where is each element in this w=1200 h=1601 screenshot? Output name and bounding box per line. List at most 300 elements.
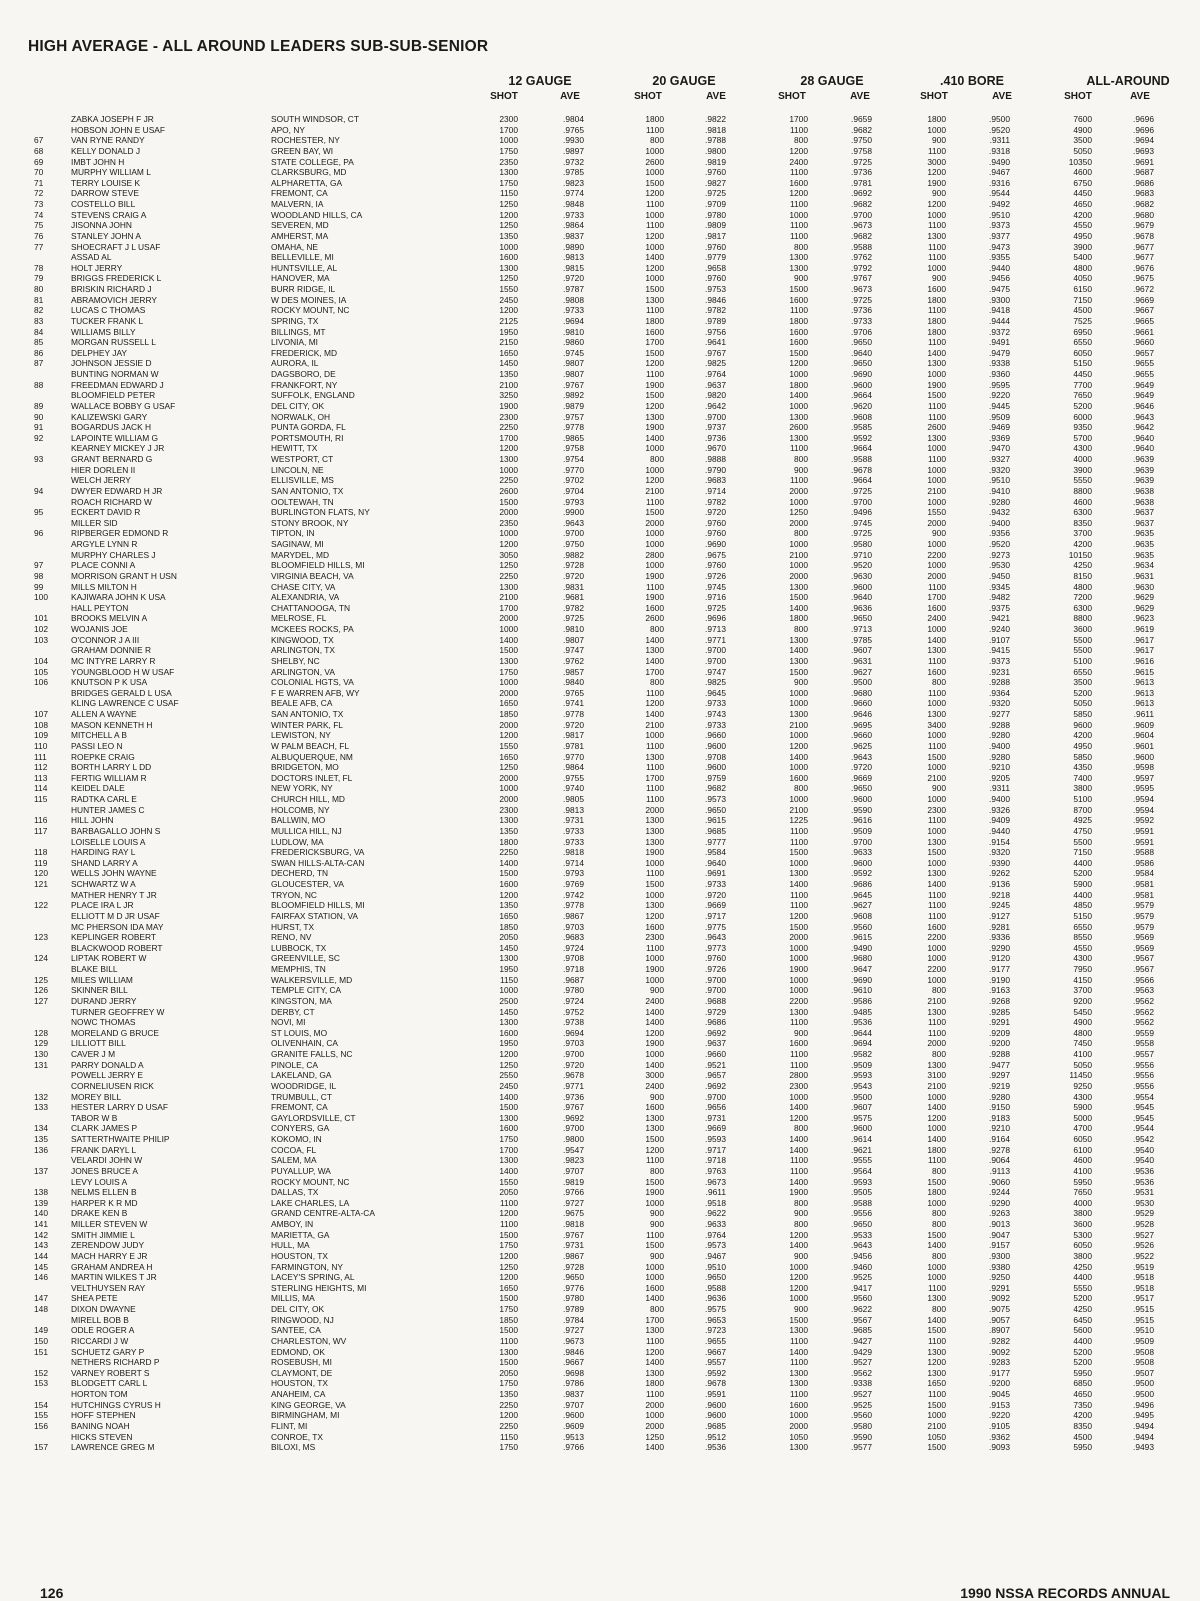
shot-12: 1650 — [499, 1282, 518, 1293]
rank: 155 — [34, 1410, 48, 1421]
shot-12: 1750 — [499, 1378, 518, 1389]
shot-12: 2000 — [499, 613, 518, 624]
shot-all: 8800 — [1073, 485, 1092, 496]
shot-20: 1200 — [645, 475, 664, 486]
shot-20: 1000 — [645, 1410, 664, 1421]
shot-410: 2300 — [927, 804, 946, 815]
table-row — [0, 220, 1200, 231]
shot-410: 1800 — [927, 294, 946, 305]
hometown: CHURCH HILL, MD — [271, 794, 345, 804]
table-row — [0, 794, 1200, 805]
shooter-name: MC INTYRE LARRY R — [71, 655, 156, 666]
hometown: BILLINGS, MT — [271, 326, 326, 337]
ave-410: .9492 — [989, 199, 1010, 209]
ave-410: .9240 — [989, 624, 1010, 634]
ave-20: .9743 — [705, 709, 726, 719]
ave-all: .9569 — [1133, 932, 1154, 943]
shot-28: 1000 — [789, 369, 808, 379]
ave-20: .9733 — [705, 698, 726, 709]
hometown: FRANKFORT, NY — [271, 379, 338, 390]
shot-all: 5950 — [1073, 1442, 1092, 1453]
hometown: MELROSE, FL — [271, 613, 327, 624]
table-row — [0, 1262, 1200, 1273]
shot-20: 1700 — [645, 337, 664, 348]
shot-410: 1200 — [927, 167, 946, 178]
shot-12: 1600 — [499, 1027, 518, 1038]
hometown: GREEN BAY, WI — [271, 145, 334, 156]
shot-all: 9600 — [1073, 719, 1092, 730]
ave-all: .9676 — [1133, 262, 1154, 273]
ave-20: .9584 — [705, 847, 726, 858]
table-row — [0, 454, 1200, 465]
ave-28: .9562 — [851, 1367, 872, 1378]
shot-28: 2300 — [789, 1080, 808, 1091]
shooter-name: HICKS STEVEN — [71, 1431, 133, 1442]
shot-410: 800 — [932, 1208, 946, 1219]
shot-28: 800 — [794, 135, 808, 146]
table-row — [0, 773, 1200, 784]
ave-12: .9813 — [563, 252, 584, 263]
shot-12: 1500 — [499, 1325, 518, 1336]
ave-410: .9277 — [989, 709, 1010, 719]
ave-20: .9643 — [705, 932, 726, 943]
table-row — [0, 783, 1200, 794]
shot-28: 1100 — [789, 1389, 808, 1399]
rank: 134 — [34, 1123, 48, 1134]
shot-20: 900 — [650, 1091, 664, 1102]
hometown: LAKE CHARLES, LA — [271, 1197, 350, 1208]
table-row — [0, 762, 1200, 773]
shot-28: 1000 — [789, 1261, 808, 1272]
ave-all: .9509 — [1133, 1335, 1154, 1346]
shot-28: 1500 — [789, 847, 808, 858]
shot-28: 1000 — [789, 560, 808, 571]
rank: 112 — [34, 762, 48, 773]
ave-12: .9780 — [563, 985, 584, 996]
ave-410: .9479 — [989, 347, 1010, 358]
page-number: 126 — [40, 1585, 64, 1601]
ave-410: .9364 — [989, 687, 1010, 698]
header-shot-410: SHOT — [920, 91, 948, 102]
shot-all: 4100 — [1073, 1165, 1092, 1176]
hometown: HEWITT, TX — [271, 443, 318, 454]
ave-410: .9595 — [989, 379, 1010, 390]
shooter-name: MITCHELL A B — [71, 730, 128, 741]
shooter-name: WOJANIS JOE — [71, 624, 128, 634]
ave-28: .9640 — [851, 592, 872, 603]
shot-12: 2000 — [499, 772, 518, 783]
header-410-bore: .410 BORE — [940, 74, 1004, 88]
shot-410: 1000 — [927, 953, 946, 964]
page-title: HIGH AVERAGE - ALL AROUND LEADERS SUB-SUB-SENIOR — [28, 38, 489, 55]
ave-28: .9525 — [851, 1399, 872, 1410]
rank: 132 — [34, 1091, 48, 1102]
ave-12: .9707 — [563, 1165, 584, 1176]
ave-20: .9790 — [705, 464, 726, 475]
shot-28: 1600 — [789, 337, 808, 348]
table-row — [0, 1049, 1200, 1060]
rank: 110 — [34, 740, 48, 751]
ave-all: .9640 — [1133, 443, 1154, 454]
ave-28: .9588 — [851, 1197, 872, 1208]
shot-12: 2450 — [499, 294, 518, 305]
ave-410: .9300 — [989, 1250, 1010, 1261]
hometown: CONYERS, GA — [271, 1123, 330, 1134]
shot-20: 1100 — [645, 496, 664, 507]
rank: 144 — [34, 1250, 48, 1261]
table-row — [0, 698, 1200, 709]
shot-all: 4400 — [1073, 889, 1092, 900]
table-row — [0, 667, 1200, 678]
ave-28: .9460 — [851, 1261, 872, 1272]
header-ave-28: AVE — [850, 91, 870, 102]
rank: 140 — [34, 1208, 48, 1219]
shot-12: 1400 — [499, 1165, 518, 1176]
hometown: FREMONT, CA — [271, 1102, 328, 1113]
table-row — [0, 178, 1200, 189]
rank: 106 — [34, 677, 48, 688]
table-row — [0, 242, 1200, 253]
rank: 115 — [34, 794, 48, 804]
ave-28: .9700 — [851, 209, 872, 220]
shot-all: 3900 — [1073, 241, 1092, 252]
shot-410: 1000 — [927, 857, 946, 868]
ave-410: .9326 — [989, 804, 1010, 815]
shot-28: 1400 — [789, 879, 808, 889]
table-row — [0, 369, 1200, 380]
shot-12: 1000 — [499, 985, 518, 996]
shooter-name: ALLEN A WAYNE — [71, 709, 137, 719]
ave-20: .9642 — [705, 400, 726, 411]
ave-all: .9637 — [1133, 507, 1154, 518]
shot-20: 1200 — [645, 188, 664, 199]
ave-410: .9154 — [989, 836, 1010, 847]
shot-410: 1800 — [927, 326, 946, 337]
shot-12: 1500 — [499, 1357, 518, 1368]
shot-28: 1000 — [789, 687, 808, 698]
rank: 133 — [34, 1102, 48, 1113]
shot-20: 1900 — [645, 1038, 664, 1049]
rank: 93 — [34, 454, 44, 464]
shot-410: 3000 — [927, 156, 946, 167]
hometown: ST LOUIS, MO — [271, 1027, 328, 1038]
shot-28: 1600 — [789, 177, 808, 188]
shooter-name: LILLIOTT BILL — [71, 1038, 126, 1049]
rank: 101 — [34, 613, 48, 624]
shot-28: 1200 — [789, 1229, 808, 1240]
ave-410: .9218 — [989, 889, 1010, 900]
ave-28: .9509 — [851, 825, 872, 836]
ave-12: .9667 — [563, 1357, 584, 1368]
shot-28: 2100 — [789, 549, 808, 560]
table-row — [0, 900, 1200, 911]
shot-20: 1300 — [645, 1367, 664, 1378]
shot-28: 1000 — [789, 698, 808, 709]
shooter-name: VELTHUYSEN RAY — [71, 1282, 146, 1293]
shooter-name: PLACE CONNI A — [71, 560, 136, 571]
hometown: STONY BROOK, NY — [271, 517, 349, 528]
ave-12: .9831 — [563, 581, 584, 592]
shot-20: 800 — [650, 135, 664, 146]
shot-all: 5500 — [1073, 645, 1092, 656]
rank: 128 — [34, 1027, 48, 1038]
shot-28: 1600 — [789, 1399, 808, 1410]
ave-all: .9629 — [1133, 592, 1154, 603]
table-row — [0, 922, 1200, 933]
table-row — [0, 1347, 1200, 1358]
hometown: MEMPHIS, TN — [271, 964, 326, 974]
shot-28: 1300 — [789, 868, 808, 879]
rank: 121 — [34, 879, 48, 889]
rank: 90 — [34, 411, 44, 422]
shot-410: 1400 — [927, 1240, 946, 1251]
ave-410: .9311 — [989, 783, 1010, 794]
shot-410: 1100 — [927, 1027, 946, 1038]
shot-12: 1750 — [499, 145, 518, 156]
ave-20: .9688 — [705, 995, 726, 1006]
shot-20: 1400 — [645, 1293, 664, 1304]
ave-28: .9608 — [851, 910, 872, 921]
hometown: FREDERICKSBURG, VA — [271, 847, 365, 858]
shot-all: 6050 — [1073, 1240, 1092, 1251]
ave-28: .9644 — [851, 1027, 872, 1038]
shooter-name: RIPBERGER EDMOND R — [71, 528, 169, 539]
header-ave-20: AVE — [706, 91, 726, 102]
ave-all: .9508 — [1133, 1357, 1154, 1368]
ave-410: .9060 — [989, 1176, 1010, 1187]
shot-20: 1100 — [645, 369, 664, 379]
table-row — [0, 1357, 1200, 1368]
shooter-name: HUTCHINGS CYRUS H — [71, 1399, 161, 1410]
ave-20: .9690 — [705, 539, 726, 549]
ave-28: .9505 — [851, 1187, 872, 1198]
shooter-name: ABRAMOVICH JERRY — [71, 294, 157, 305]
hometown: BLOOMFIELD HILLS, MI — [271, 900, 365, 911]
shot-20: 1200 — [645, 1346, 664, 1357]
shot-all: 8150 — [1073, 570, 1092, 581]
shot-28: 1400 — [789, 1176, 808, 1187]
table-row — [0, 932, 1200, 943]
shooter-name: MILES WILLIAM — [71, 974, 133, 985]
ave-28: .9647 — [851, 964, 872, 974]
ave-20: .9736 — [705, 432, 726, 443]
shot-28: 800 — [794, 1219, 808, 1229]
ave-20: .9592 — [705, 1367, 726, 1378]
shot-28: 1000 — [789, 974, 808, 985]
ave-all: .9562 — [1133, 1006, 1154, 1017]
ave-28: .9650 — [851, 358, 872, 369]
shot-28: 800 — [794, 454, 808, 464]
ave-all: .9510 — [1133, 1325, 1154, 1336]
shot-all: 5950 — [1073, 1367, 1092, 1378]
ave-410: .9291 — [989, 1017, 1010, 1028]
hometown: SUFFOLK, ENGLAND — [271, 390, 355, 401]
shot-410: 800 — [932, 1304, 946, 1314]
ave-28: .9686 — [851, 879, 872, 889]
shooter-name: ODLE ROGER A — [71, 1325, 135, 1336]
shot-12: 1950 — [499, 1038, 518, 1049]
table-row — [0, 592, 1200, 603]
hometown: FLINT, MI — [271, 1420, 308, 1431]
ave-12: .9770 — [563, 751, 584, 762]
shot-12: 1700 — [499, 1144, 518, 1155]
ave-20: .9641 — [705, 337, 726, 348]
ave-12: .9892 — [563, 390, 584, 401]
table-row — [0, 741, 1200, 752]
ave-12: .9733 — [563, 836, 584, 847]
ave-12: .9742 — [563, 889, 584, 900]
shot-all: 4300 — [1073, 443, 1092, 454]
hometown: PORTSMOUTH, RI — [271, 432, 344, 443]
ave-20: .9753 — [705, 284, 726, 294]
hometown: APO, NY — [271, 124, 305, 135]
ave-410: .9150 — [989, 1102, 1010, 1113]
ave-28: .9750 — [851, 135, 872, 146]
shot-12: 1250 — [499, 560, 518, 571]
table-row — [0, 1092, 1200, 1103]
ave-20: .9825 — [705, 677, 726, 688]
ave-all: .9579 — [1133, 900, 1154, 911]
ave-all: .9567 — [1133, 964, 1154, 974]
rank: 68 — [34, 145, 44, 156]
shooter-name: JISONNA JOHN — [71, 220, 132, 231]
shot-all: 8350 — [1073, 1420, 1092, 1431]
publication-name: 1990 NSSA RECORDS ANNUAL — [960, 1585, 1170, 1601]
hometown: SEVEREN, MD — [271, 220, 329, 231]
shot-12: 3050 — [499, 549, 518, 560]
ave-all: .9615 — [1133, 666, 1154, 677]
ave-20: .9600 — [705, 1399, 726, 1410]
shot-410: 1300 — [927, 836, 946, 847]
shot-28: 900 — [794, 1027, 808, 1038]
shot-28: 1100 — [789, 443, 808, 454]
shot-28: 1000 — [789, 730, 808, 741]
ave-12: .9700 — [563, 1123, 584, 1134]
hometown: COLONIAL HGTS, VA — [271, 677, 354, 688]
shooter-name: HUNTER JAMES C — [71, 804, 145, 815]
shooter-name: FERTIG WILLIAM R — [71, 772, 147, 783]
ave-28: .9608 — [851, 411, 872, 422]
shot-12: 1250 — [499, 273, 518, 284]
shot-12: 1200 — [499, 209, 518, 220]
ave-410: .9280 — [989, 496, 1010, 507]
table-row — [0, 401, 1200, 412]
ave-28: .9586 — [851, 995, 872, 1006]
ave-all: .9566 — [1133, 974, 1154, 985]
ave-28: .9600 — [851, 379, 872, 390]
shot-all: 3600 — [1073, 1219, 1092, 1229]
ave-all: .9667 — [1133, 305, 1154, 316]
ave-all: .9642 — [1133, 422, 1154, 433]
ave-12: .9694 — [563, 315, 584, 326]
ave-all: .9694 — [1133, 135, 1154, 146]
shot-20: 1100 — [645, 1389, 664, 1399]
hometown: ALPHARETTA, GA — [271, 177, 343, 188]
ave-410: .9440 — [989, 262, 1010, 273]
shot-28: 1300 — [789, 252, 808, 263]
shot-all: 5050 — [1073, 1059, 1092, 1070]
shot-28: 1500 — [789, 921, 808, 932]
ave-410: .9250 — [989, 1272, 1010, 1283]
ave-28: .9627 — [851, 666, 872, 677]
rank: 150 — [34, 1335, 48, 1346]
shot-12: 1300 — [499, 454, 518, 464]
hometown: NORWALK, OH — [271, 411, 331, 422]
ave-12: .9857 — [563, 666, 584, 677]
table-row — [0, 316, 1200, 327]
rank: 76 — [34, 230, 44, 241]
ave-20: .9573 — [705, 794, 726, 804]
ave-410: .9177 — [989, 1367, 1010, 1378]
ave-12: .9750 — [563, 539, 584, 549]
ave-12: .9805 — [563, 794, 584, 804]
shot-20: 1200 — [645, 698, 664, 709]
table-row — [0, 1368, 1200, 1379]
ave-12: .9643 — [563, 517, 584, 528]
shot-20: 1100 — [645, 783, 664, 794]
shooter-name: BRIGGS FREDERICK L — [71, 273, 162, 284]
ave-20: .9685 — [705, 1420, 726, 1431]
shot-all: 3800 — [1073, 1208, 1092, 1219]
shot-all: 6300 — [1073, 507, 1092, 518]
shot-28: 1400 — [789, 602, 808, 613]
table-row — [0, 985, 1200, 996]
shooter-name: KALIZEWSKI GARY — [71, 411, 148, 422]
ave-all: .9545 — [1133, 1112, 1154, 1123]
ave-20: .9588 — [705, 1282, 726, 1293]
ave-410: .9164 — [989, 1134, 1010, 1144]
shot-all: 4800 — [1073, 262, 1092, 273]
shot-12: 2250 — [499, 847, 518, 858]
ave-20: .9822 — [705, 114, 726, 124]
shot-28: 1800 — [789, 613, 808, 624]
table-row — [0, 1336, 1200, 1347]
shot-28: 2100 — [789, 719, 808, 730]
table-row — [0, 868, 1200, 879]
shot-12: 1300 — [499, 953, 518, 964]
shot-20: 1500 — [645, 507, 664, 518]
shot-20: 1100 — [645, 740, 664, 751]
shot-410: 1800 — [927, 1187, 946, 1198]
shot-all: 4700 — [1073, 1123, 1092, 1134]
ave-20: .9800 — [705, 145, 726, 156]
table-row — [0, 1325, 1200, 1336]
ave-12: .9765 — [563, 124, 584, 135]
shot-12: 2250 — [499, 1420, 518, 1431]
ave-20: .9718 — [705, 1155, 726, 1166]
rank: 120 — [34, 868, 48, 879]
ave-28: .9633 — [851, 847, 872, 858]
ave-28: .9588 — [851, 454, 872, 464]
ave-28: .9500 — [851, 677, 872, 688]
ave-20: .9650 — [705, 804, 726, 815]
hometown: FARMINGTON, NY — [271, 1261, 343, 1272]
shooter-name: TURNER GEOFFREY W — [71, 1006, 165, 1017]
ave-all: .9594 — [1133, 804, 1154, 815]
shot-20: 1000 — [645, 1261, 664, 1272]
shot-410: 1300 — [927, 1367, 946, 1378]
shot-12: 2000 — [499, 719, 518, 730]
shot-12: 1300 — [499, 655, 518, 666]
shooter-name: TERRY LOUISE K — [71, 177, 141, 188]
rank: 152 — [34, 1367, 48, 1378]
table-row — [0, 1421, 1200, 1432]
shot-20: 1400 — [645, 1357, 664, 1368]
ave-410: .9231 — [989, 666, 1010, 677]
shot-410: 2100 — [927, 772, 946, 783]
shooter-name: POWELL JERRY E — [71, 1070, 143, 1081]
ave-12: .9864 — [563, 762, 584, 773]
